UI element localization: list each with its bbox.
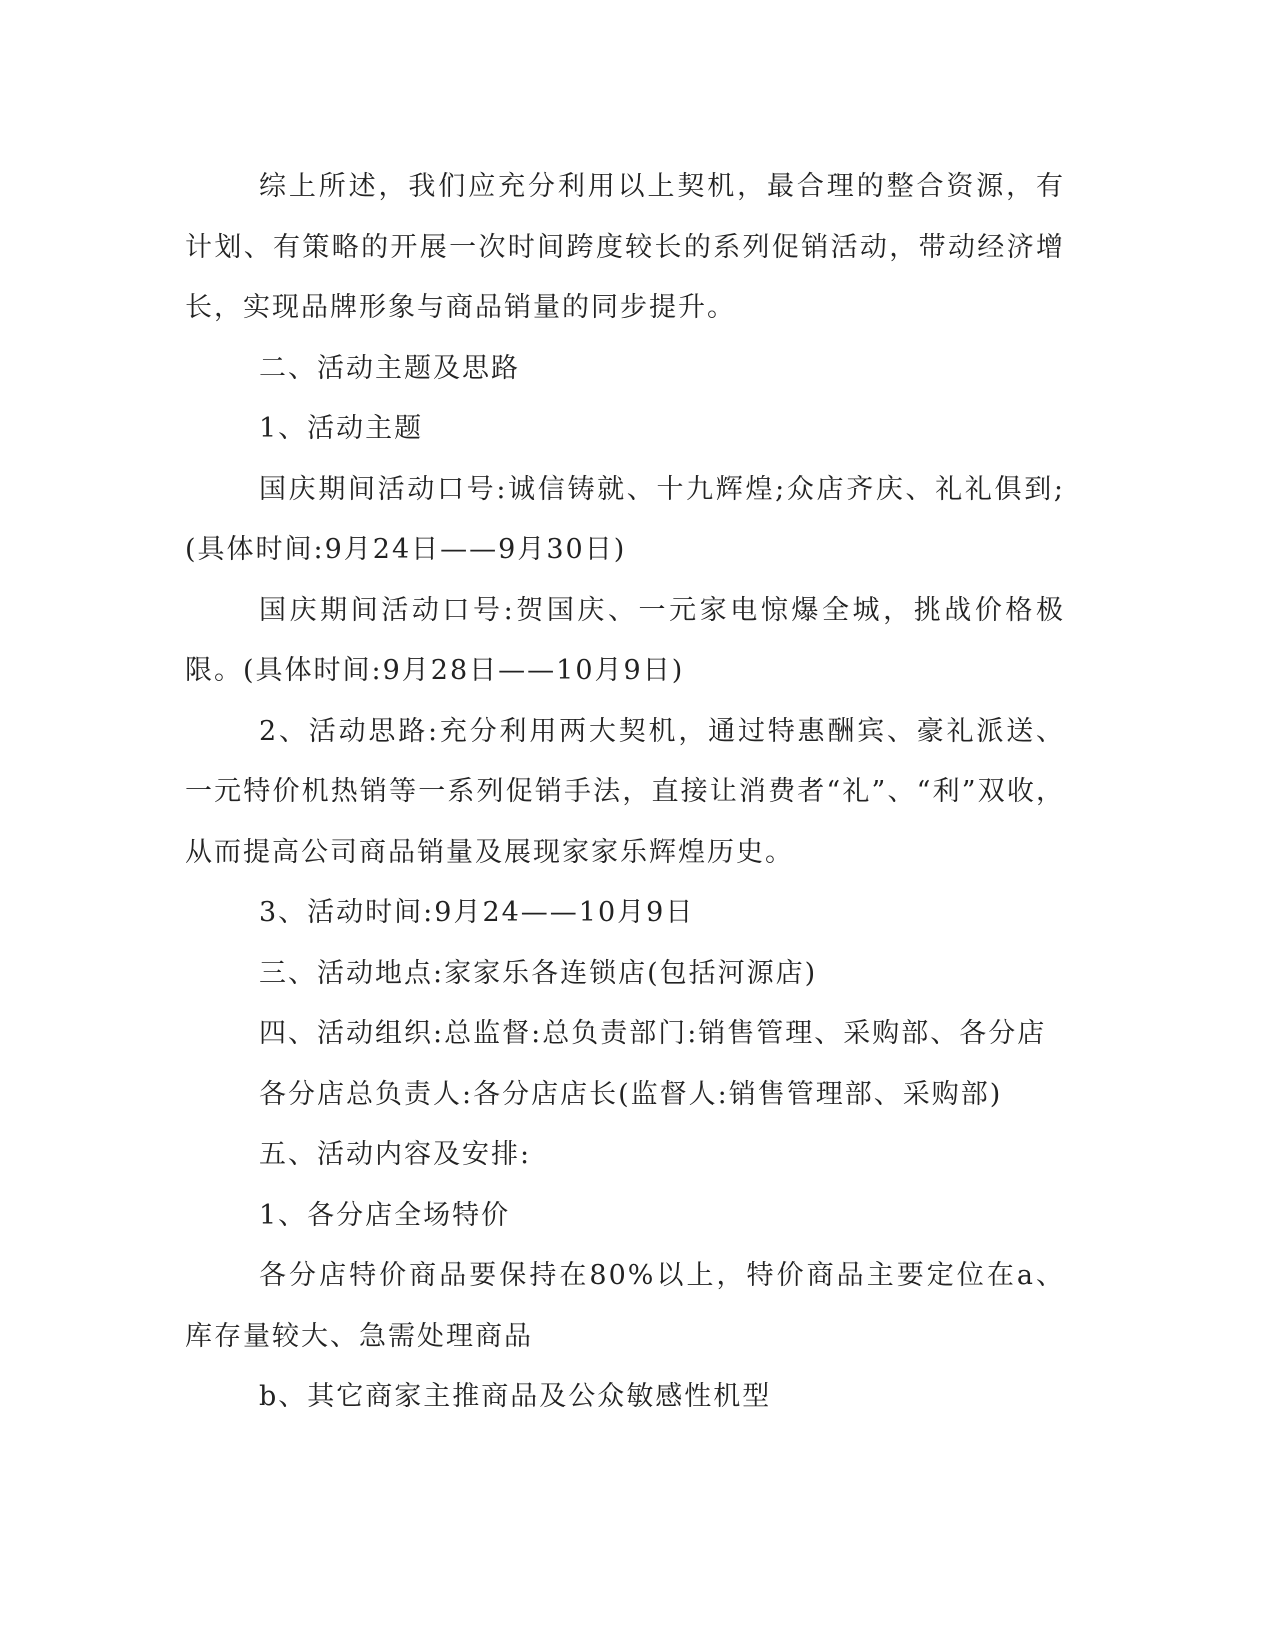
paragraph-activity-idea: 2、活动思路:充分利用两大契机，通过特惠酬宾、豪礼派送、一元特价机热销等一系列促销手法，直接让消费者“礼”、“利”双收，从而提高公司商品销量及展现家家乐辉煌历史。	[185, 715, 1065, 868]
paragraph-specials-b: b、其它商家主推商品及公众敏感性机型	[259, 1381, 772, 1412]
section-heading-organization: 四、活动组织:总监督:总负责部门:销售管理、采购部、各分店	[259, 1018, 1047, 1049]
paragraph-slogan-1: 国庆期间活动口号:诚信铸就、十九辉煌;众店齐庆、礼礼俱到;(具体时间:9月24日——9月30日)	[185, 473, 1065, 565]
subheading-activity-theme: 1、活动主题	[259, 413, 424, 444]
paragraph-summary: 综上所述，我们应充分利用以上契机，最合理的整合资源，有计划、有策略的开展一次时间跨度较长的系列促销活动，带动经济增长，实现品牌形象与商品销量的同步提升。	[185, 171, 1065, 323]
paragraph-branch-leaders: 各分店总负责人:各分店店长(监督人:销售管理部、采购部)	[259, 1078, 1003, 1110]
paragraph-specials-detail: 各分店特价商品要保持在80%以上，特价商品主要定位在a、库存量较大、急需处理商品	[185, 1260, 1065, 1352]
paragraph-slogan-2: 国庆期间活动口号:贺国庆、一元家电惊爆全城，挑战价格极限。(具体时间:9月28日——10月9日)	[185, 594, 1065, 686]
section-heading-content: 五、活动内容及安排:	[259, 1139, 532, 1170]
section-heading-theme: 二、活动主题及思路	[259, 352, 520, 384]
document-body	[185, 157, 1065, 1428]
paragraph-activity-time: 3、活动时间:9月24——10月9日	[259, 897, 695, 928]
section-heading-location: 三、活动地点:家家乐各连锁店(包括河源店)	[259, 957, 818, 989]
subheading-store-specials: 1、各分店全场特价	[259, 1199, 511, 1231]
